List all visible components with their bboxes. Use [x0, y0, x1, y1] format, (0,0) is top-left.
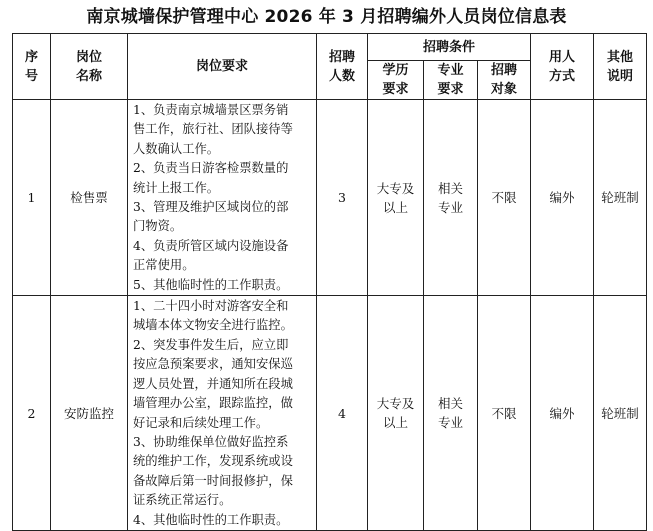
cell-education-line-1: 大专及 — [376, 396, 415, 411]
header-requirements: 岗位要求 — [128, 34, 317, 100]
header-notes — [594, 34, 647, 100]
requirement-line: 售工作，旅行社、团队接待等 — [133, 122, 293, 137]
cell-target: 不限 — [478, 296, 531, 531]
header-row-top — [13, 34, 647, 61]
cell-education-line-2: 以上 — [382, 199, 408, 215]
header-major-line-1: 专业 — [437, 63, 464, 78]
requirement-line: 人数确认工作。 — [133, 141, 220, 156]
header-index — [13, 34, 51, 100]
header-position-line-2: 名称 — [75, 68, 102, 84]
cell-major-line-2: 专业 — [437, 415, 463, 430]
requirement-line: 4、负责所管区域内设施设备 — [133, 238, 289, 253]
requirement-line: 证系统正常运行。 — [133, 493, 232, 508]
cell-major-line-1: 相关 — [437, 396, 463, 411]
cell-count: 3 — [317, 100, 368, 296]
table-row — [13, 100, 647, 296]
requirement-line: 2、负责当日游客检票数量的 — [133, 161, 289, 176]
cell-index: 2 — [13, 296, 51, 531]
cell-requirements — [128, 296, 317, 531]
table-row — [13, 296, 647, 531]
cell-education — [368, 100, 424, 296]
page-title: 南京城墙保护管理中心 2026 年 3 月招聘编外人员岗位信息表 — [86, 7, 567, 27]
requirement-line: 好记录和后续处理工作。 — [133, 415, 269, 430]
cell-major-line-1: 相关 — [437, 180, 463, 196]
cell-notes: 轮班制 — [594, 100, 647, 296]
header-count — [317, 34, 368, 100]
header-count-line-1: 招聘 — [328, 49, 355, 65]
cell-target: 不限 — [478, 100, 531, 296]
header-index-line-2: 号 — [24, 68, 38, 84]
header-major-line-2: 要求 — [437, 82, 464, 97]
cell-education-line-1: 大专及 — [376, 180, 415, 196]
cell-position: 检售票 — [51, 100, 128, 296]
requirement-line: 正常使用。 — [133, 258, 195, 273]
cell-major — [424, 296, 478, 531]
cell-requirements — [128, 100, 317, 296]
requirement-line: 逻人员处置，并通知所在段城 — [133, 376, 293, 391]
header-target-line-1: 招聘 — [490, 63, 517, 78]
requirement-line: 墙管理办公室，跟踪监控，做 — [133, 396, 293, 411]
requirement-line: 3、管理及维护区域岗位的部 — [133, 200, 289, 215]
requirement-line: 5、其他临时性的工作职责。 — [133, 277, 289, 292]
header-position-line-1: 岗位 — [75, 49, 102, 65]
requirement-line: 统的维护工作，发现系统或设 — [133, 454, 293, 469]
requirement-line: 2、突发事件发生后，应立即 — [133, 337, 289, 352]
header-count-line-2: 人数 — [328, 68, 355, 84]
header-conditions: 招聘条件 — [368, 34, 531, 61]
requirement-line: 统计上报工作。 — [133, 180, 220, 195]
requirement-line: 按应急预案要求，通知安保巡 — [133, 357, 293, 372]
header-notes-line-1: 其他 — [606, 49, 633, 65]
requirement-line: 备故障后第一时间报修护，保 — [133, 473, 293, 488]
header-notes-line-2: 说明 — [606, 68, 633, 84]
requirement-line: 门物资。 — [133, 219, 183, 234]
cell-major-line-2: 专业 — [437, 199, 463, 215]
header-position — [51, 34, 128, 100]
cell-education-line-2: 以上 — [382, 415, 408, 430]
requirement-line: 1、负责南京城墙景区票务销 — [133, 103, 289, 117]
header-major — [424, 61, 478, 100]
requirement-line: 1、二十四小时对游客安全和 — [133, 299, 289, 314]
header-employment-line-2: 方式 — [548, 68, 575, 84]
header-target-line-2: 对象 — [490, 82, 517, 97]
cell-notes: 轮班制 — [594, 296, 647, 531]
cell-employment: 编外 — [531, 100, 594, 296]
cell-major — [424, 100, 478, 296]
cell-education — [368, 296, 424, 531]
header-employment-line-1: 用人 — [548, 49, 575, 65]
header-education-line-1: 学历 — [382, 63, 409, 78]
cell-index: 1 — [13, 100, 51, 296]
header-education-line-2: 要求 — [382, 82, 409, 97]
requirement-line: 城墙本体文物安全进行监控。 — [133, 318, 293, 333]
header-employment — [531, 34, 594, 100]
header-education — [368, 61, 424, 100]
requirement-line: 3、协助维保单位做好监控系 — [133, 434, 289, 449]
requirement-line: 4、其他临时性的工作职责。 — [133, 512, 289, 527]
header-index-line-1: 序 — [24, 49, 38, 65]
header-target — [478, 61, 531, 100]
cell-position: 安防监控 — [51, 296, 128, 531]
job-info-table — [12, 33, 647, 531]
cell-count: 4 — [317, 296, 368, 531]
cell-employment: 编外 — [531, 296, 594, 531]
